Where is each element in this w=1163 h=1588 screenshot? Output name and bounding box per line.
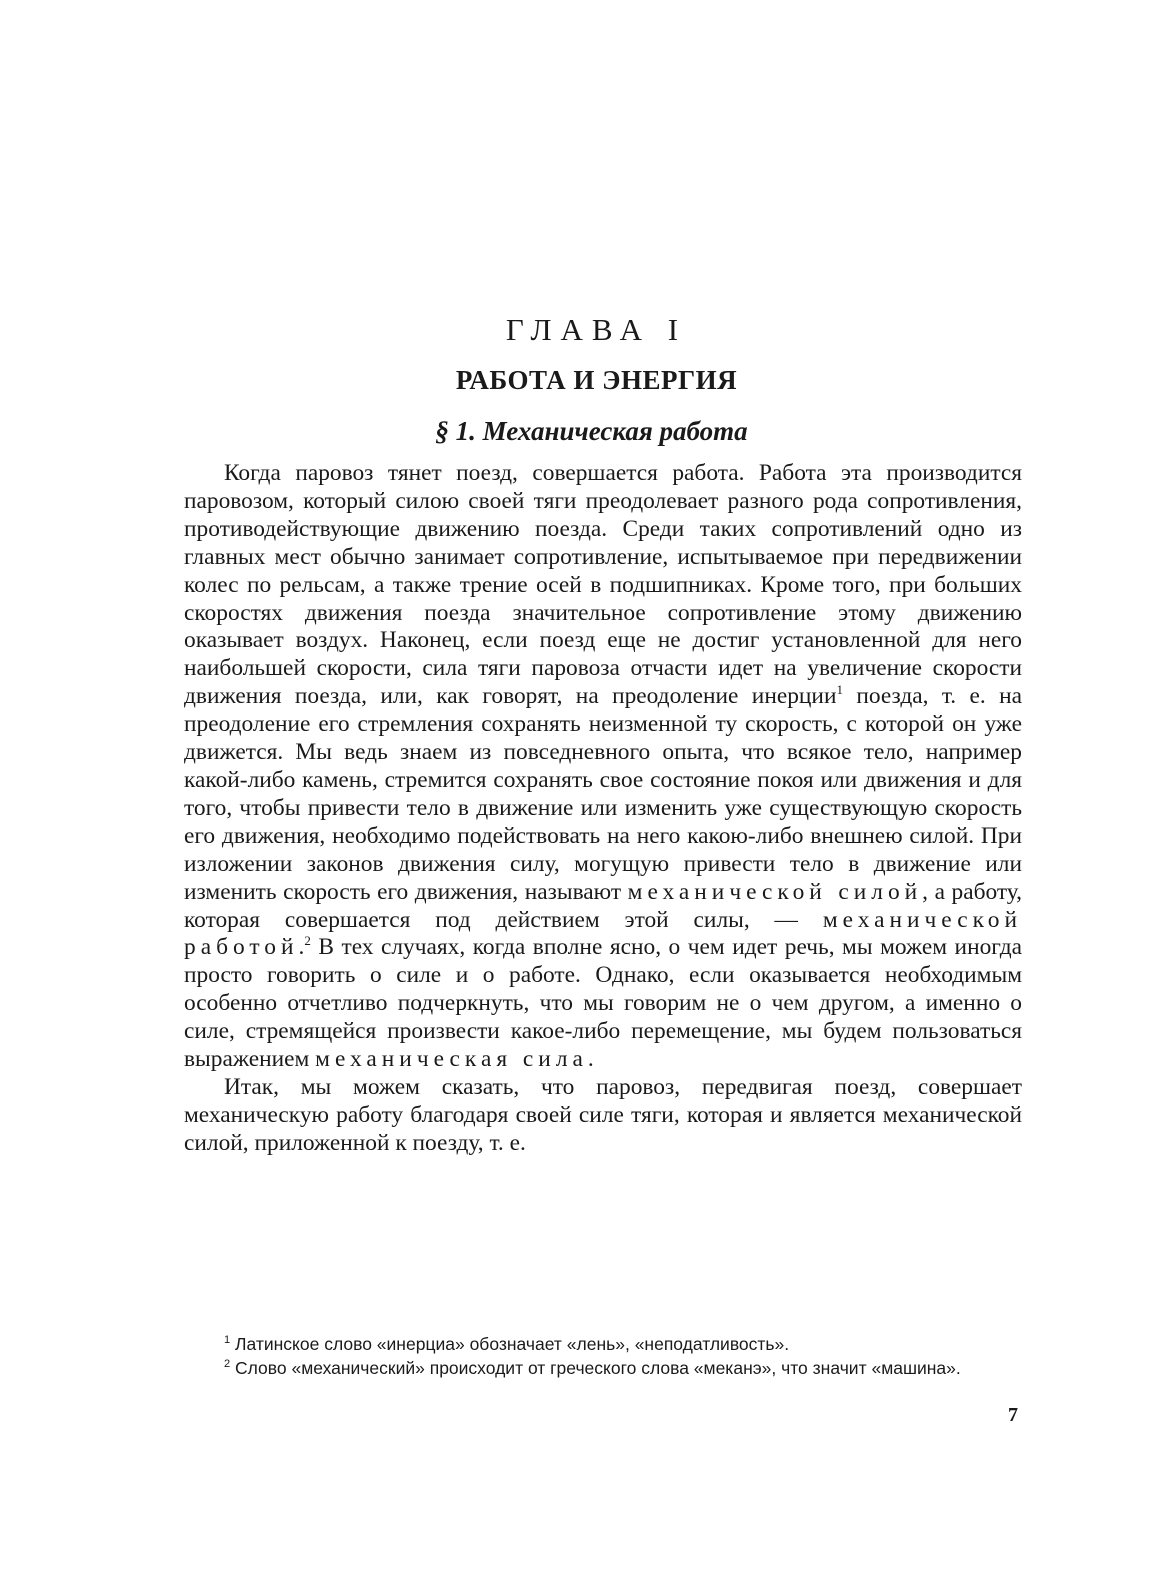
chapter-title: РАБОТА И ЭНЕРГИЯ [455,365,738,395]
text-run: В тех случаях, когда вполне ясно, о чем идет речь, мы можем иногда просто говорить о силе и о работе. Однако, если оказывается необходимым особенно отчетливо подчеркнуть, что мы говорим не о чем другом, а именно о силе, стремящейся произвести какое-либо перемещение, мы будем пользоваться выражением [184,934,1022,1073]
footnote-1 [184,1332,1022,1356]
spaced-term-mechanical-work: механической работой [184,906,1022,961]
text-run: , а работу, которая совершается под действием этой силы, — [184,878,1023,933]
spaced-term-mechanical-force-2: механическая сила [315,1046,588,1073]
text-run: . [587,1046,594,1073]
chapter-label: ГЛАВА I [505,312,688,347]
footnote-ref-2: 2 [304,933,311,949]
text-run: поезда, т. е. на преодоление его стремления сохранять неизменной ту скорость, с которой он уже движется. Мы ведь знаем из повседневного опыта, что всякое тело, например какой-либо камень, стремится сохранять свое состояние покоя или движения и для того, чтобы привести тело в движение или изменить уже существующую скорость его движения, необходимо подействовать на него какою-либо внешнею силой. При изложении законов движения силу, могущую привести тело в движение или изменить скорость его движения, называют [184,683,1023,905]
spaced-term-mechanical-force: механической силой [627,878,923,905]
footnote-mark: 2 [224,1358,231,1371]
footnotes [184,1332,1022,1380]
footnote-ref-1: 1 [836,682,843,698]
body-text [184,460,1022,1158]
footnote-text: Латинское слово «инерциа» обозначает «лень», «неподатливость». [235,1334,790,1354]
text-run: Когда паровоз тянет поезд, совершается работа. Работа эта производится паровозом, который силою своей тяги преодолевает разного рода сопротивления, противодействующие движению поезда. Среди таких сопротивлений одно из главных мест обычно занимает сопротивление, испытываемое при передвижении колес по рельсам, а также трение осей в подшипниках. Кроме того, при больших скоростях движения поезда значительное сопротивление этому движению оказывает воздух. Наконец, если поезд еще не достиг установленной для него наибольшей скорости, сила тяги паровоза отчасти идет на увеличение скорости движения поезда, или, как говорят, на преодоление инерции [184,460,1022,710]
text-run: . [298,934,305,961]
paragraph-1 [184,460,1022,1074]
footnote-mark: 1 [224,1334,231,1347]
paragraph-2: Итак, мы можем сказать, что паровоз, передвигая поезд, совершает механическую работу благодаря своей силе тяги, которая и является механической силой, приложенной к поезду, т. е. [184,1073,1022,1156]
page-number: 7 [1008,1404,1018,1426]
footnote-2 [184,1356,1022,1380]
footnote-text: Слово «механический» происходит от греческого слова «меканэ», что значит «машина». [235,1358,961,1378]
section-title: § 1. Механическая работа [435,416,748,446]
